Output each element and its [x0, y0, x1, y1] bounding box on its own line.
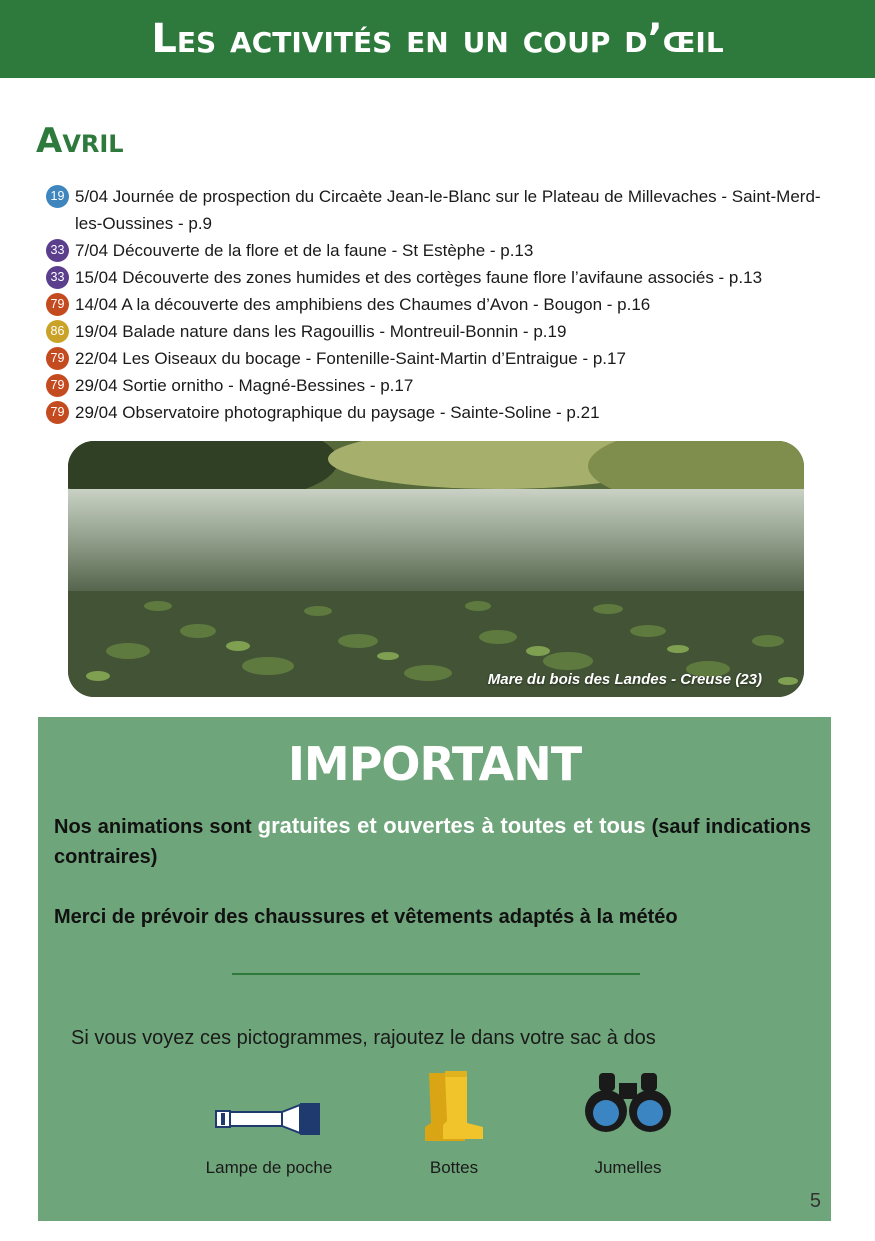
- activity-text: 5/04 Journée de prospection du Circaète Jean-le-Blanc sur le Plateau de Millevaches - Saint-Merd-les-Oussines - p.9: [75, 187, 821, 233]
- activity-text: 22/04 Les Oiseaux du bocage - Fontenille-Saint-Martin d’Entraigue - p.17: [75, 349, 626, 368]
- department-badge: 86: [46, 320, 69, 343]
- important-clothing-notice: Merci de prévoir des chaussures et vêtements adaptés à la météo: [54, 906, 678, 928]
- pictogram-flashlight: [179, 1069, 359, 1189]
- notice-start: Nos animations sont: [54, 816, 258, 838]
- divider: [232, 973, 640, 975]
- page-title: Les activités en un coup d’œil: [151, 16, 724, 62]
- boots-icon: [421, 1069, 487, 1145]
- activity-text: 15/04 Découverte des zones humides et des cortèges faune flore l’avifaune associés - p.13: [75, 268, 763, 287]
- activity-text: 19/04 Balade nature dans les Ragouillis - Montreuil-Bonnin - p.19: [75, 322, 567, 341]
- important-free-notice: [54, 811, 811, 872]
- pictogram-label: Bottes: [429, 1158, 479, 1177]
- department-badge: 79: [46, 374, 69, 397]
- activity-item: [46, 264, 846, 291]
- flashlight-icon: [214, 1099, 324, 1139]
- pictogram-boots: [364, 1069, 544, 1189]
- department-badge: 79: [46, 293, 69, 316]
- pictogram-binoculars: [538, 1069, 718, 1189]
- pictogram-label: Lampe de poche: [205, 1158, 333, 1177]
- activity-list: [46, 183, 846, 426]
- activity-text: 29/04 Sortie ornitho - Magné-Bessines - p.17: [75, 376, 414, 395]
- photo-caption: Mare du bois des Landes - Creuse (23): [487, 671, 762, 688]
- department-badge: 79: [46, 401, 69, 424]
- activity-item: [46, 399, 846, 426]
- activity-item: [46, 345, 846, 372]
- binoculars-icon: [585, 1069, 671, 1135]
- activity-item: [46, 318, 846, 345]
- notice-highlight: gratuites et ouvertes à toutes et tous: [257, 813, 646, 838]
- activity-text: 7/04 Découverte de la flore et de la faune - St Estèphe - p.13: [75, 241, 534, 260]
- important-title: IMPORTANT: [287, 737, 582, 791]
- notice-end: (sauf indications contraires): [54, 816, 811, 868]
- department-badge: 33: [46, 239, 69, 262]
- pictogram-intro: Si vous voyez ces pictogrammes, rajoutez le dans votre sac à dos: [71, 1027, 656, 1049]
- important-box: [38, 717, 831, 1221]
- department-badge: 33: [46, 266, 69, 289]
- activity-item: [46, 291, 846, 318]
- pictogram-label: Jumelles: [594, 1158, 662, 1177]
- department-badge: 19: [46, 185, 69, 208]
- activity-item: [46, 183, 846, 237]
- department-badge: 79: [46, 347, 69, 370]
- activity-text: 14/04 A la découverte des amphibiens des Chaumes d’Avon - Bougon - p.16: [75, 295, 651, 314]
- activity-item: [46, 237, 846, 264]
- activity-item: [46, 372, 846, 399]
- month-heading: Avril: [36, 121, 124, 161]
- pond-photo: [68, 441, 804, 697]
- page-banner: [0, 0, 875, 78]
- activity-text: 29/04 Observatoire photographique du paysage - Sainte-Soline - p.21: [75, 403, 600, 422]
- pond-photo-illustration: [68, 441, 804, 697]
- page-number: 5: [809, 1190, 821, 1212]
